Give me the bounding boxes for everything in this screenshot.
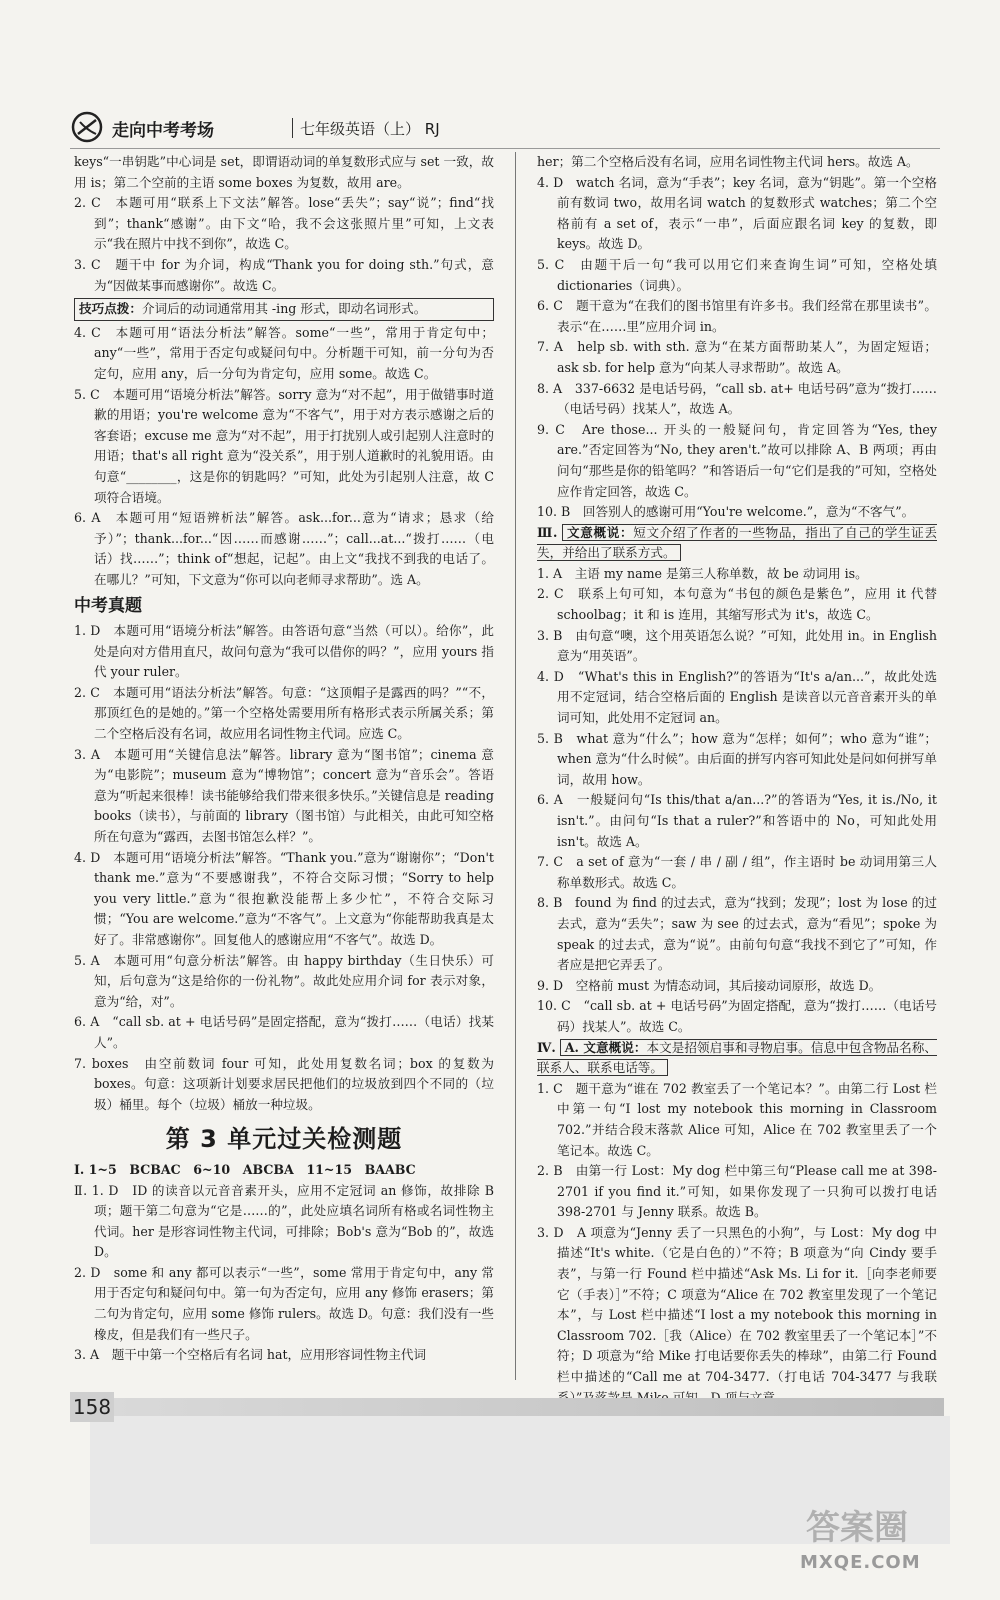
answer-item: 5. C 由题干后一句“我可以用它们来查询生词”可知，空格处填 dictionaries（词典）。 (537, 256, 937, 293)
section-heading: 中考真题 (74, 596, 142, 617)
answer-item: 4. D 本题可用“语境分析法”解答。“Thank you.”意为“谢谢你”；“Don't thank me.”意为“不要感谢我”，不符合交际习惯；“Sorry to help you very little.”意为“很抱歉没能帮上多少忙”，不符合交际习惯；“You are welcome.”意为“不客气”。上文意为“你能帮助我真是太好了。非常感谢你”。回复他人的感谢应用“不客气”。故选 D。 (74, 849, 494, 947)
tip-label: 技巧点拨： (79, 301, 142, 317)
section-roman-label: Ⅳ. (537, 1039, 556, 1055)
watermark-logo: 答案圈 (806, 1508, 908, 1548)
summary-text: 本文是招领启事和寻物启事。信息中包含物品名称、联系人、联系电话等。 (537, 1039, 937, 1076)
answer-item: 4. C 本题可用“语法分析法”解答。some“一些”，常用于肯定句中；any“一些”，常用于否定句或疑问句中。分析题干可知，前一分句为否定句，应用 any，后一分句为肯定句，应用 some。故选 C。 (74, 324, 494, 381)
answer-item: 6. C 题干意为“在我们的图书馆里有许多书。我们经常在那里读书”。表示“在……里”应用介词 in。 (537, 298, 937, 334)
answer-item: 3. C 题干中 for 为介词，构成“Thank you for doing sth.”句式，意为“因做某事而感谢你”。故选 C。 (74, 256, 494, 293)
section-summary (537, 1038, 937, 1079)
answer-item: 3. A 本题可用“关键信息法”解答。library 意为“图书馆”；cinema 意为“电影院”；museum 意为“博物馆”；concert 意为“音乐会”。答语意为“听起来很棒！读书能够给我们带来很多快乐。”关键信息是 reading books（读书），与前面的 library（图书馆）与此相关，由此可知空格所在句意为“露西，去图书馆怎么样？”。 (74, 746, 494, 844)
answer-item: 7. A help sb. with sth. 意为“在某方面帮助某人”，为固定短语；ask sb. for help 意为“向某人寻求帮助”。故选 A。 (537, 339, 937, 375)
brand-logo-icon (70, 110, 104, 144)
tip-box (74, 298, 494, 321)
column-divider (515, 152, 516, 1380)
page-header (70, 110, 940, 146)
unit-title: 第 3 单元过关检测题 (165, 1125, 403, 1154)
answer-item: 2. C 联系上句可知，本句意为“书包的颜色是紫色”，应用 it 代替 schoolbag；it 和 is 连用，其缩写形式为 it's，故选 C。 (537, 586, 937, 623)
answer-item: 1. A 主语 my name 是第三人称单数，故 be 动词用 is。 (537, 565, 868, 581)
answer-item: 5. C 本题可用“语境分析法”解答。sorry 意为“对不起”，用于做错事时道歉的用语；you're welcome 意为“不客气”，用于对方表示感谢之后的客套语；excuse me 意为“对不起”，用于打扰别人或引起别人注意时的用语；that's all right 意为“没关系”，用于别人道歉时的礼貌用语。由句意“________，这是你的钥匙吗？”可知，此处为引起别人注意，故 C 项符合语境。 (74, 386, 494, 505)
answer-item: 2. C 本题可用“语法分析法”解答。句意：“这顶帽子是露西的吗？”“不，那顶红色的是她的。”第一个空格处需要用所有格形式表示所属关系；第二个空格后没有名词，故应用名词性物主代词。应选 C。 (74, 684, 494, 742)
header-separator (292, 118, 293, 138)
page-number: 158 (70, 1392, 114, 1422)
right-column (537, 152, 937, 1408)
summary-label: A. 文意概说： (564, 1039, 647, 1055)
watermark-site: MXQE.COM (800, 1552, 921, 1573)
answer-item: 7. boxes 由空前数词 four 可知，此处用复数名词；box 的复数为 boxes。句意：这项新计划要求居民把他们的垃圾放到四个不同的（垃圾）桶里。每个（垃圾）桶放一种垃圾。 (74, 1055, 494, 1112)
answer-item: 4. D “What's this in English?”的答语为“It's a/an...”，故此处选用不定冠词，结合空格后面的 English 是读音以元音音素开头的单词可知，此处用不定冠词 an。 (537, 668, 937, 726)
footer-band (114, 1398, 944, 1416)
answer-item: 10. B 回答别人的感谢可用“You're welcome.”，意为“不客气”。 (537, 504, 915, 520)
section-summary (537, 523, 937, 564)
answer-item: 6. A “call sb. at + 电话号码”是固定搭配，意为“拨打……（电话）找某人”。 (74, 1014, 494, 1050)
watermark (800, 1500, 980, 1590)
answer-item: 6. A 一般疑问句“Is this/that a/an...?”的答语为“Yes, it is./No, it isn't.”。由问句“Is that a ruler?”和答语中的 No，可知此处用 isn't。故选 A。 (537, 792, 937, 849)
answer-item: 8. A 337-6632 是电话号码，“call sb. at+ 电话号码”意为“拨打……（电话号码）找某人”，故选 A。 (537, 380, 937, 417)
answer-item: 9. C Are those... 开头的一般疑问句，肯定回答为“Yes, they are.”否定回答为“No, they aren't.”故可以排除 A、B 两项；再由问句“那些是你的铅笔吗？”和答语后一句“它们是我的”可知，空格处应作肯定回答，故选 C。 (537, 421, 937, 499)
answer-item: 3. D A 项意为“Jenny 丢了一只黑色的小狗”，与 Lost：My dog 中描述“It's white.（它是白色的）”不符；B 项意为“向 Cindy 要手表”，与第一行 Found 栏中描述“Ask Ms. Li for it.［向李老师要它（手表）］”不符；C 项意为“Alice 在 702 教室里发现了一个笔记本”，与 Lost 栏中描述“I lost a my notebook this morning in Classroom 702.［我（Alice）在 702 教室里丢了一个笔记本］”不符；D 项意为“给 Mike 打电话要你丢失的棒球”，由第二行 Found 栏中描述的“Call me at 704-3477.（打电话 704-3477 与我联 (537, 1224, 937, 1385)
summary-box (537, 1039, 937, 1077)
brand-title: 走向中考考场 (112, 121, 214, 141)
answer-item: 2. B 由第一行 Lost：My dog 栏中第三句“Please call me at 398-2701 if you find it.”可知，如果你发现了一只狗可以拨打电话 398-2701 与 Jenny 联系。故选 B。 (537, 1163, 937, 1220)
book-subtitle: 七年级英语（上） RJ (300, 120, 440, 138)
answer-item: 1. D 本题可用“语境分析法”解答。由答语句意“当然（可以）。给你”，此处是向对方借用直尺，故问句意为“我可以借你的吗？”，应用 yours 指代 your ruler。 (74, 623, 494, 680)
answer-item: 4. D watch 名词，意为“手表”；key 名词，意为“钥匙”。第一个空格前有数词 two，故用名词 watch 的复数形式 watches；第二个空格前有 a set of，表示“一串”，后面应跟名词 key 的复数，即 keys。故选 D。 (537, 174, 937, 252)
left-column (74, 152, 494, 1366)
answer-item: 8. B found 为 find 的过去式，意为“找到；发现”；lost 为 lose 的过去式，意为“丢失”；saw 为 see 的过去式，意为“看见”；spoke 为 speak 的过去式，意为“说”。由前句句意“我找不到它了”可知，作者应是把它弄丢了。 (537, 895, 937, 973)
section-roman-label: Ⅲ. (537, 524, 558, 540)
answer-item: 5. A 本题可用“句意分析法”解答。由 happy birthday（生日快乐）可知，后句意为“这是给你的一份礼物”。故此处应用介词 for 表示对象，意为“给，对”。 (74, 952, 494, 1009)
summary-box (537, 524, 937, 562)
tip-text: 介词后的动词通常用其 -ing 形式，即动名词形式。 (141, 301, 427, 317)
answer-item: 3. B 由句意“噢，这个用英语怎么说？”可知，此处用 in。in English 意为“用英语”。 (537, 627, 937, 664)
answer-item: 7. C a set of 意为“一套 / 串 / 副 / 组”，作主语时 be 动词用第三人称单数形式。故选 C。 (537, 854, 937, 890)
answer-item: 1. C 题干意为“谁在 702 教室丢了一个笔记本？”。由第二行 Lost 栏中第一句“I lost my notebook this morning in Classroom 702.”并结合段末落款 Alice 可知，Alice 在 702 教室里丢了一个笔记本。故选 C。 (537, 1080, 937, 1158)
answer-item: 2. C 本题可用“联系上下文法”解答。lose“丢失”；say“说”；find“找到”；thank“感谢”。由下文“哈，我不会这张照片里”可知，上文表示“我在照片中找不到你”，故选 C。 (74, 195, 494, 252)
answer-item: 5. B what 意为“什么”；how 意为“怎样；如何”；who 意为“谁”；when 意为“什么时候”。由后面的拼写内容可知此处是问如何拼写单词，故用 how。 (537, 730, 937, 787)
summary-label: 文意概说： (567, 524, 634, 540)
answer-item: 10. C “call sb. at + 电话号码”为固定搭配，意为“拨打……（电话号码）找某人”。故选 C。 (537, 998, 937, 1034)
answer-paragraph: her；第二个空格后没有名词，应用名词性物主代词 hers。故选 A。 (537, 154, 919, 169)
answer-key-line: Ⅰ. 1~5 BCBAC 6~10 ABCBA 11~15 BAABC (74, 1161, 416, 1177)
header-rule (70, 148, 940, 149)
summary-text: 短文介绍了作者的一些物品，指出了自己的学生证丢失，并给出了联系方式。 (537, 524, 938, 561)
answer-item: Ⅱ. 1. D ID 的读音以元音音素开头，应用不定冠词 an 修饰，故排除 B 项；题干第二句意为“它是……的”，此处应填名词所有格或名词性物主代词。her 是形容词性物主代词，可排除；Bob's 意为“Bob 的”，故选 D。 (74, 1182, 494, 1260)
answer-item: 9. D 空格前 must 为情态动词，其后接动词原形，故选 D。 (537, 977, 882, 993)
answer-paragraph: keys“一串钥匙”中心词是 set，即谓语动词的单复数形式应与 set 一致，故用 is；第二个空前的主语 some boxes 为复数，故用 are。 (74, 154, 494, 190)
answer-item: 3. A 题干中第一个空格后有名词 hat，应用形容词性物主代词 (74, 1347, 427, 1363)
answer-item: 2. D some 和 any 都可以表示“一些”，some 常用于肯定句中，any 常用于否定句和疑问句中。第一句为否定句，应用 any 修饰 erasers；第二句为肯定句，应用 some 修饰 rulers。故选 D。句意：我们没有一些橡皮，但是我们有一些尺子。 (74, 1264, 494, 1342)
answer-item: 6. A 本题可用“短语辨析法”解答。ask...for...意为“请求；恳求（给予）”；thank...for...“因……而感谢……”；call...at...“拨打……（电话）找……”；think of“想起，记起”。由上文“我找不到我的电话了。在哪儿？”可知，下文意为“你可以向老师寻求帮助”。选 A。 (74, 510, 494, 587)
